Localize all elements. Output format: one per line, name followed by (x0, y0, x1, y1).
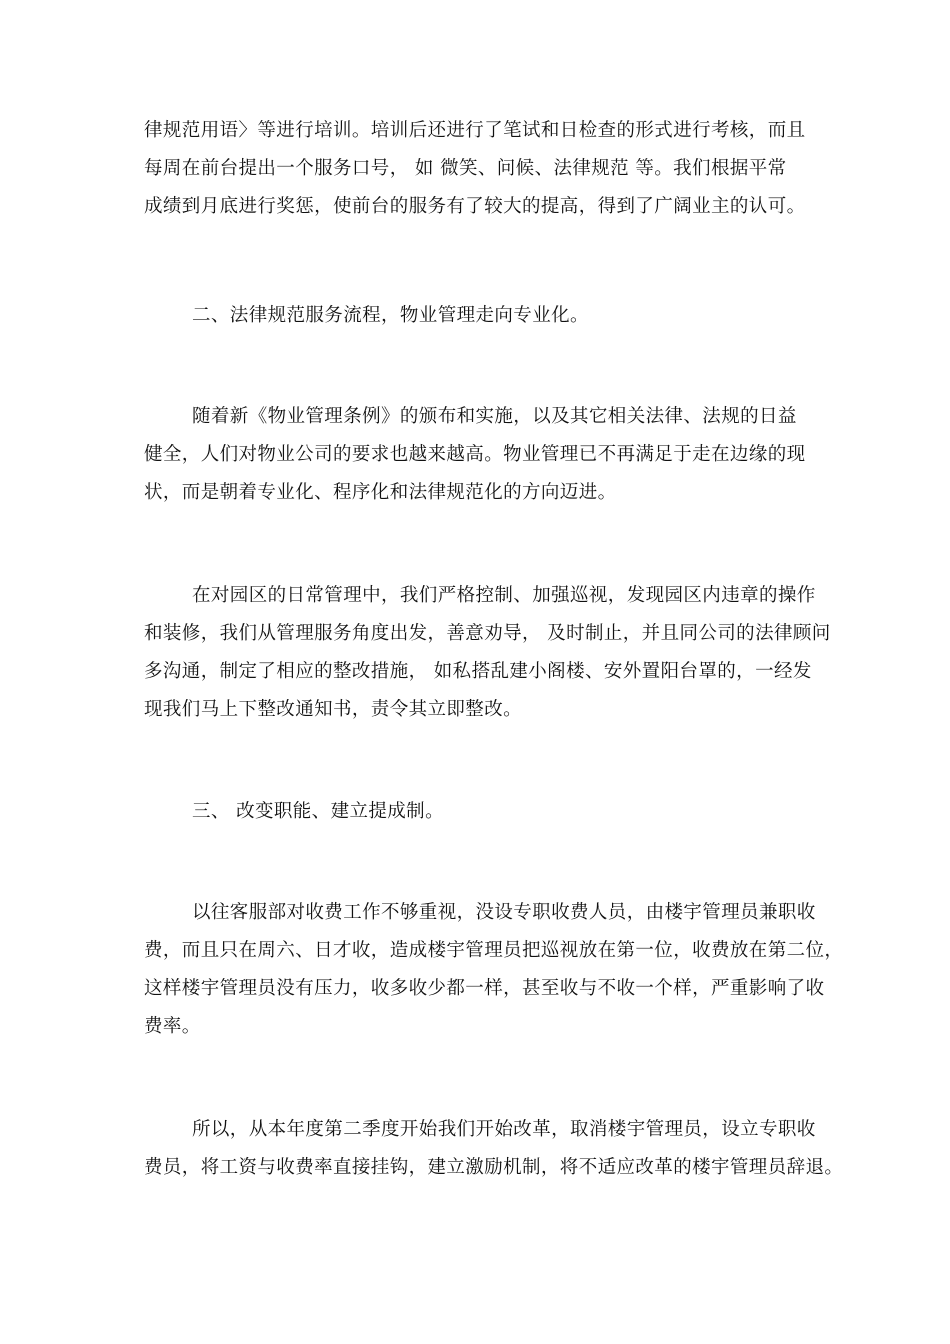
heading-line: 三、 改变职能、建立提成制。 (192, 801, 444, 822)
text-line: 每周在前台提出一个服务口号， 如 微笑、问候、法律规范 等。我们根据平常 (144, 158, 787, 179)
text-line: 律规范用语〉等进行培训。培训后还进行了笔试和日检查的形式进行考核，而且 (144, 120, 806, 141)
section-heading-three (144, 793, 824, 831)
text-line: 健全，人们对物业公司的要求也越来越高。物业管理已不再满足于走在边缘的现 (144, 444, 806, 465)
text-line: 费率。 (144, 1016, 201, 1037)
section-heading-two (144, 297, 824, 335)
paragraph-daily-management (144, 577, 831, 729)
text-line: 多沟通，制定了相应的整改措施， 如私搭乱建小阁楼、安外置阳台罩的，一经发 (144, 661, 812, 682)
paragraph-regulations (144, 398, 824, 512)
heading-line: 二、法律规范服务流程，物业管理走向专业化。 (192, 305, 589, 326)
text-line: 费，而且只在周六、日才收，造成楼宇管理员把巡视放在第一位，收费放在第二位， (144, 940, 844, 961)
text-line: 状，而是朝着专业化、程序化和法律规范化的方向迈进。 (144, 482, 617, 503)
text-line: 这样楼宇管理员没有压力，收多收少都一样，甚至收与不收一个样，严重影响了收 (144, 978, 825, 999)
paragraph-fee-collection (144, 894, 844, 1046)
text-line: 成绩到月底进行奖惩，使前台的服务有了较大的提高，得到了广阔业主的认可。 (144, 196, 806, 217)
text-line: 现我们马上下整改通知书，责令其立即整改。 (144, 699, 523, 720)
text-line: 费员，将工资与收费率直接挂钩，建立激励机制，将不适应改革的楼宇管理员辞退。 (144, 1157, 844, 1178)
text-line: 以往客服部对收费工作不够重视，没设专职收费人员，由楼宇管理员兼职收 (192, 902, 816, 923)
text-line: 和装修，我们从管理服务角度出发，善意劝导， 及时制止，并且同公司的法律顾问 (144, 623, 831, 644)
text-line: 随着新《物业管理条例》的颁布和实施，以及其它相关法律、法规的日益 (192, 406, 797, 427)
paragraph-reform (144, 1111, 844, 1187)
text-line: 在对园区的日常管理中，我们严格控制、加强巡视，发现园区内违章的操作 (192, 585, 816, 606)
paragraph-training (144, 112, 824, 226)
text-line: 所以，从本年度第二季度开始我们开始改革，取消楼宇管理员，设立专职收 (192, 1119, 816, 1140)
